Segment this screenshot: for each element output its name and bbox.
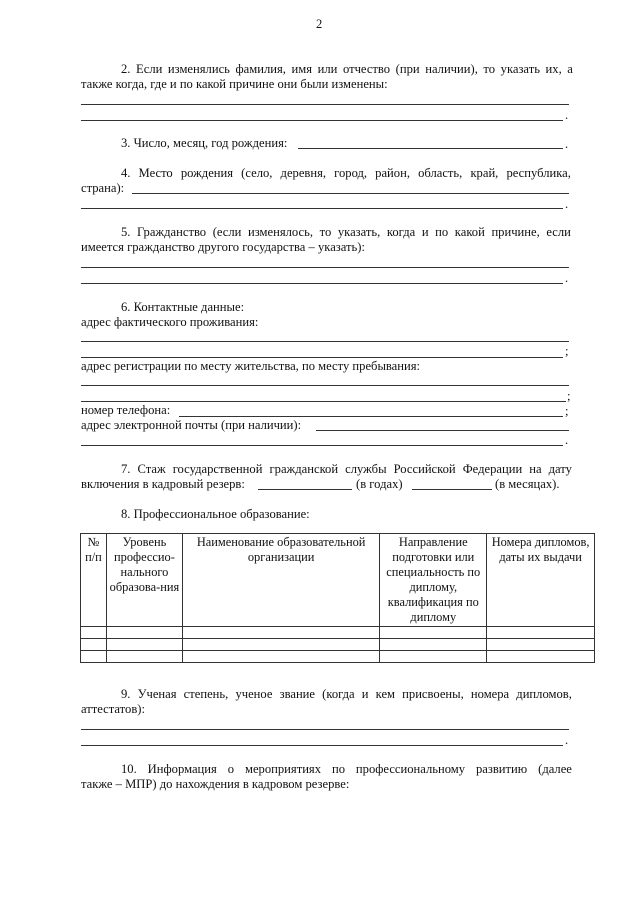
item2-word: (при [395,62,420,76]
item2-word: Если [136,62,163,76]
item9-word: степень, [183,687,229,701]
item2-word: 2. [121,62,131,76]
item9-word: 9. [121,687,131,701]
semicolon: ; [565,344,569,358]
table-row [81,627,595,639]
item4-line1 [121,166,571,181]
item5-word: по [435,225,449,239]
item10-line2: также – МПР) до нахождения в кадровом резерве: [81,777,350,791]
item10-word: мероприятиях [244,762,322,776]
registration-address-line-2[interactable] [81,401,566,402]
table-cell[interactable] [106,639,182,651]
registration-address-label: адрес регистрации по месту жительства, по месту пребывания: [81,359,421,373]
item7-line2-label: включения в кадровый резерв: [81,477,245,491]
item7-word: государственной [172,462,263,476]
item5-word: 5. [121,225,131,239]
table-cell[interactable] [487,627,595,639]
item5-line1 [121,225,571,240]
item2-word: фамилия, [235,62,286,76]
item9-word: присвоены, [402,687,464,701]
item8-title: 8. Профессиональное образование: [121,507,310,521]
item4-word: (село, [241,166,273,180]
table-cell[interactable] [380,639,487,651]
col-organization-header: Наименование образовательной организации [182,534,379,627]
table-cell[interactable] [182,639,379,651]
phone-line[interactable] [179,416,563,417]
table-row [81,639,595,651]
table-cell[interactable] [81,639,107,651]
birthplace-line-1[interactable] [132,193,569,194]
item2-line2: также когда, где и по какой причине они были изменены: [81,77,388,91]
months-label: (в месяцах). [495,477,560,491]
item4-word: 4. [121,166,131,180]
semicolon: ; [567,389,571,403]
degree-line-2[interactable] [81,745,563,746]
item10-word: (далее [538,762,572,776]
item5-word: то [319,225,332,239]
item2-line1 [121,62,573,77]
table-cell[interactable] [487,639,595,651]
table-cell[interactable] [182,651,379,663]
years-line[interactable] [258,489,352,490]
item4-word: город, [334,166,368,180]
item7-word: гражданской [269,462,339,476]
item7-word: дату [548,462,572,476]
item4-word: республика, [506,166,571,180]
birthplace-line-2[interactable] [81,208,563,209]
registration-address-line-1[interactable] [81,385,569,386]
item9-word: звание [279,687,316,701]
item10-word: о [227,762,235,776]
item5-word: (если [212,225,242,239]
item9-word: номера [470,687,510,701]
table-cell[interactable] [182,627,379,639]
item2-word: их, [545,62,562,76]
birth-date-line[interactable] [298,148,563,149]
item2-word: изменялись [167,62,230,76]
item10-word: развитию [476,762,528,776]
item7-word: Российской [393,462,456,476]
table-row [81,651,595,663]
item10-word: Информация [147,762,217,776]
item2-word: наличии), [425,62,478,76]
table-cell[interactable] [81,627,107,639]
item9-word: дипломов, [516,687,572,701]
item4-word: деревня, [280,166,327,180]
item2-end-period: . [565,108,569,122]
email-label: адрес электронной почты (при наличии): [81,418,302,432]
actual-address-line-1[interactable] [81,341,569,342]
email-line-1[interactable] [316,430,569,431]
item10-word: 10. [121,762,137,776]
table-cell[interactable] [106,651,182,663]
item2-word: или [317,62,338,76]
item2-word: указать [500,62,540,76]
item6-title: 6. Контактные данные: [121,300,245,314]
page-number: 2 [316,17,323,31]
item9-word: (когда [322,687,355,701]
col-level-header: Уровень профессио-нального образова-ния [106,534,182,627]
citizenship-line-1[interactable] [81,267,569,268]
item7-word: Федерации [462,462,523,476]
item9-line1 [121,687,572,702]
item5-end-period: . [565,271,569,285]
item9-end-period: . [565,733,569,747]
table-cell[interactable] [380,627,487,639]
col-specialty-header: Направление подготовки или специальность по диплому, квалификация по диплому [380,534,487,627]
item5-word: и [421,225,429,239]
item9-word: ученое [235,687,273,701]
table-cell[interactable] [81,651,107,663]
item9-word: и [361,687,369,701]
item7-line1 [121,462,572,477]
item5-word: Гражданство [137,225,207,239]
semicolon: ; [565,404,569,418]
item4-word: район, [375,166,410,180]
item5-line2: имеется гражданство другого государства – указать): [81,240,365,254]
item9-line2: аттестатов): [81,702,145,716]
item4-word: Место [138,166,173,180]
item9-word: кем [375,687,396,701]
item2-word: а [567,62,573,76]
item4-line2: страна): [81,181,125,195]
item5-word: какой [454,225,485,239]
col-number-header: № п/п [81,534,107,627]
item4-word: край, [470,166,499,180]
item7-word: на [529,462,542,476]
item6-end-period: . [565,433,569,447]
item4-word: область, [418,166,463,180]
item2-word: отчество [342,62,391,76]
item7-word: 7. [121,462,131,476]
email-line-2[interactable] [81,445,563,446]
education-table [80,533,595,663]
item2-word: имя [291,62,313,76]
item5-word: указать, [337,225,381,239]
item5-word: изменялось, [248,225,314,239]
table-cell[interactable] [380,651,487,663]
degree-line-1[interactable] [81,729,569,730]
table-cell[interactable] [106,627,182,639]
item7-word: Стаж [137,462,166,476]
item7-word: службы [345,462,387,476]
item5-word: если [546,225,571,239]
item10-word: по [331,762,345,776]
item5-word: причине, [491,225,540,239]
item2-word: то [483,62,496,76]
item5-word: когда [386,225,416,239]
item3-label: 3. Число, месяц, год рождения: [121,136,288,150]
table-header-row [81,534,595,627]
col-diploma-header: Номера дипломов, даты их выдачи [487,534,595,627]
citizenship-line-2[interactable] [81,283,563,284]
item4-word: рождения [180,166,234,180]
years-label: (в годах) [356,477,403,491]
item4-end-period: . [565,197,569,211]
phone-label: номер телефона: [81,403,171,417]
item9-word: Ученая [137,687,177,701]
actual-address-label: адрес фактического проживания: [81,315,259,329]
table-cell[interactable] [487,651,595,663]
item2-fill-line-2[interactable] [81,120,563,121]
item10-line1 [121,762,572,777]
actual-address-line-2[interactable] [81,357,563,358]
item2-fill-line-1[interactable] [81,104,569,105]
item3-end-period: . [565,137,569,151]
item10-word: профессиональному [355,762,466,776]
months-line[interactable] [412,489,492,490]
